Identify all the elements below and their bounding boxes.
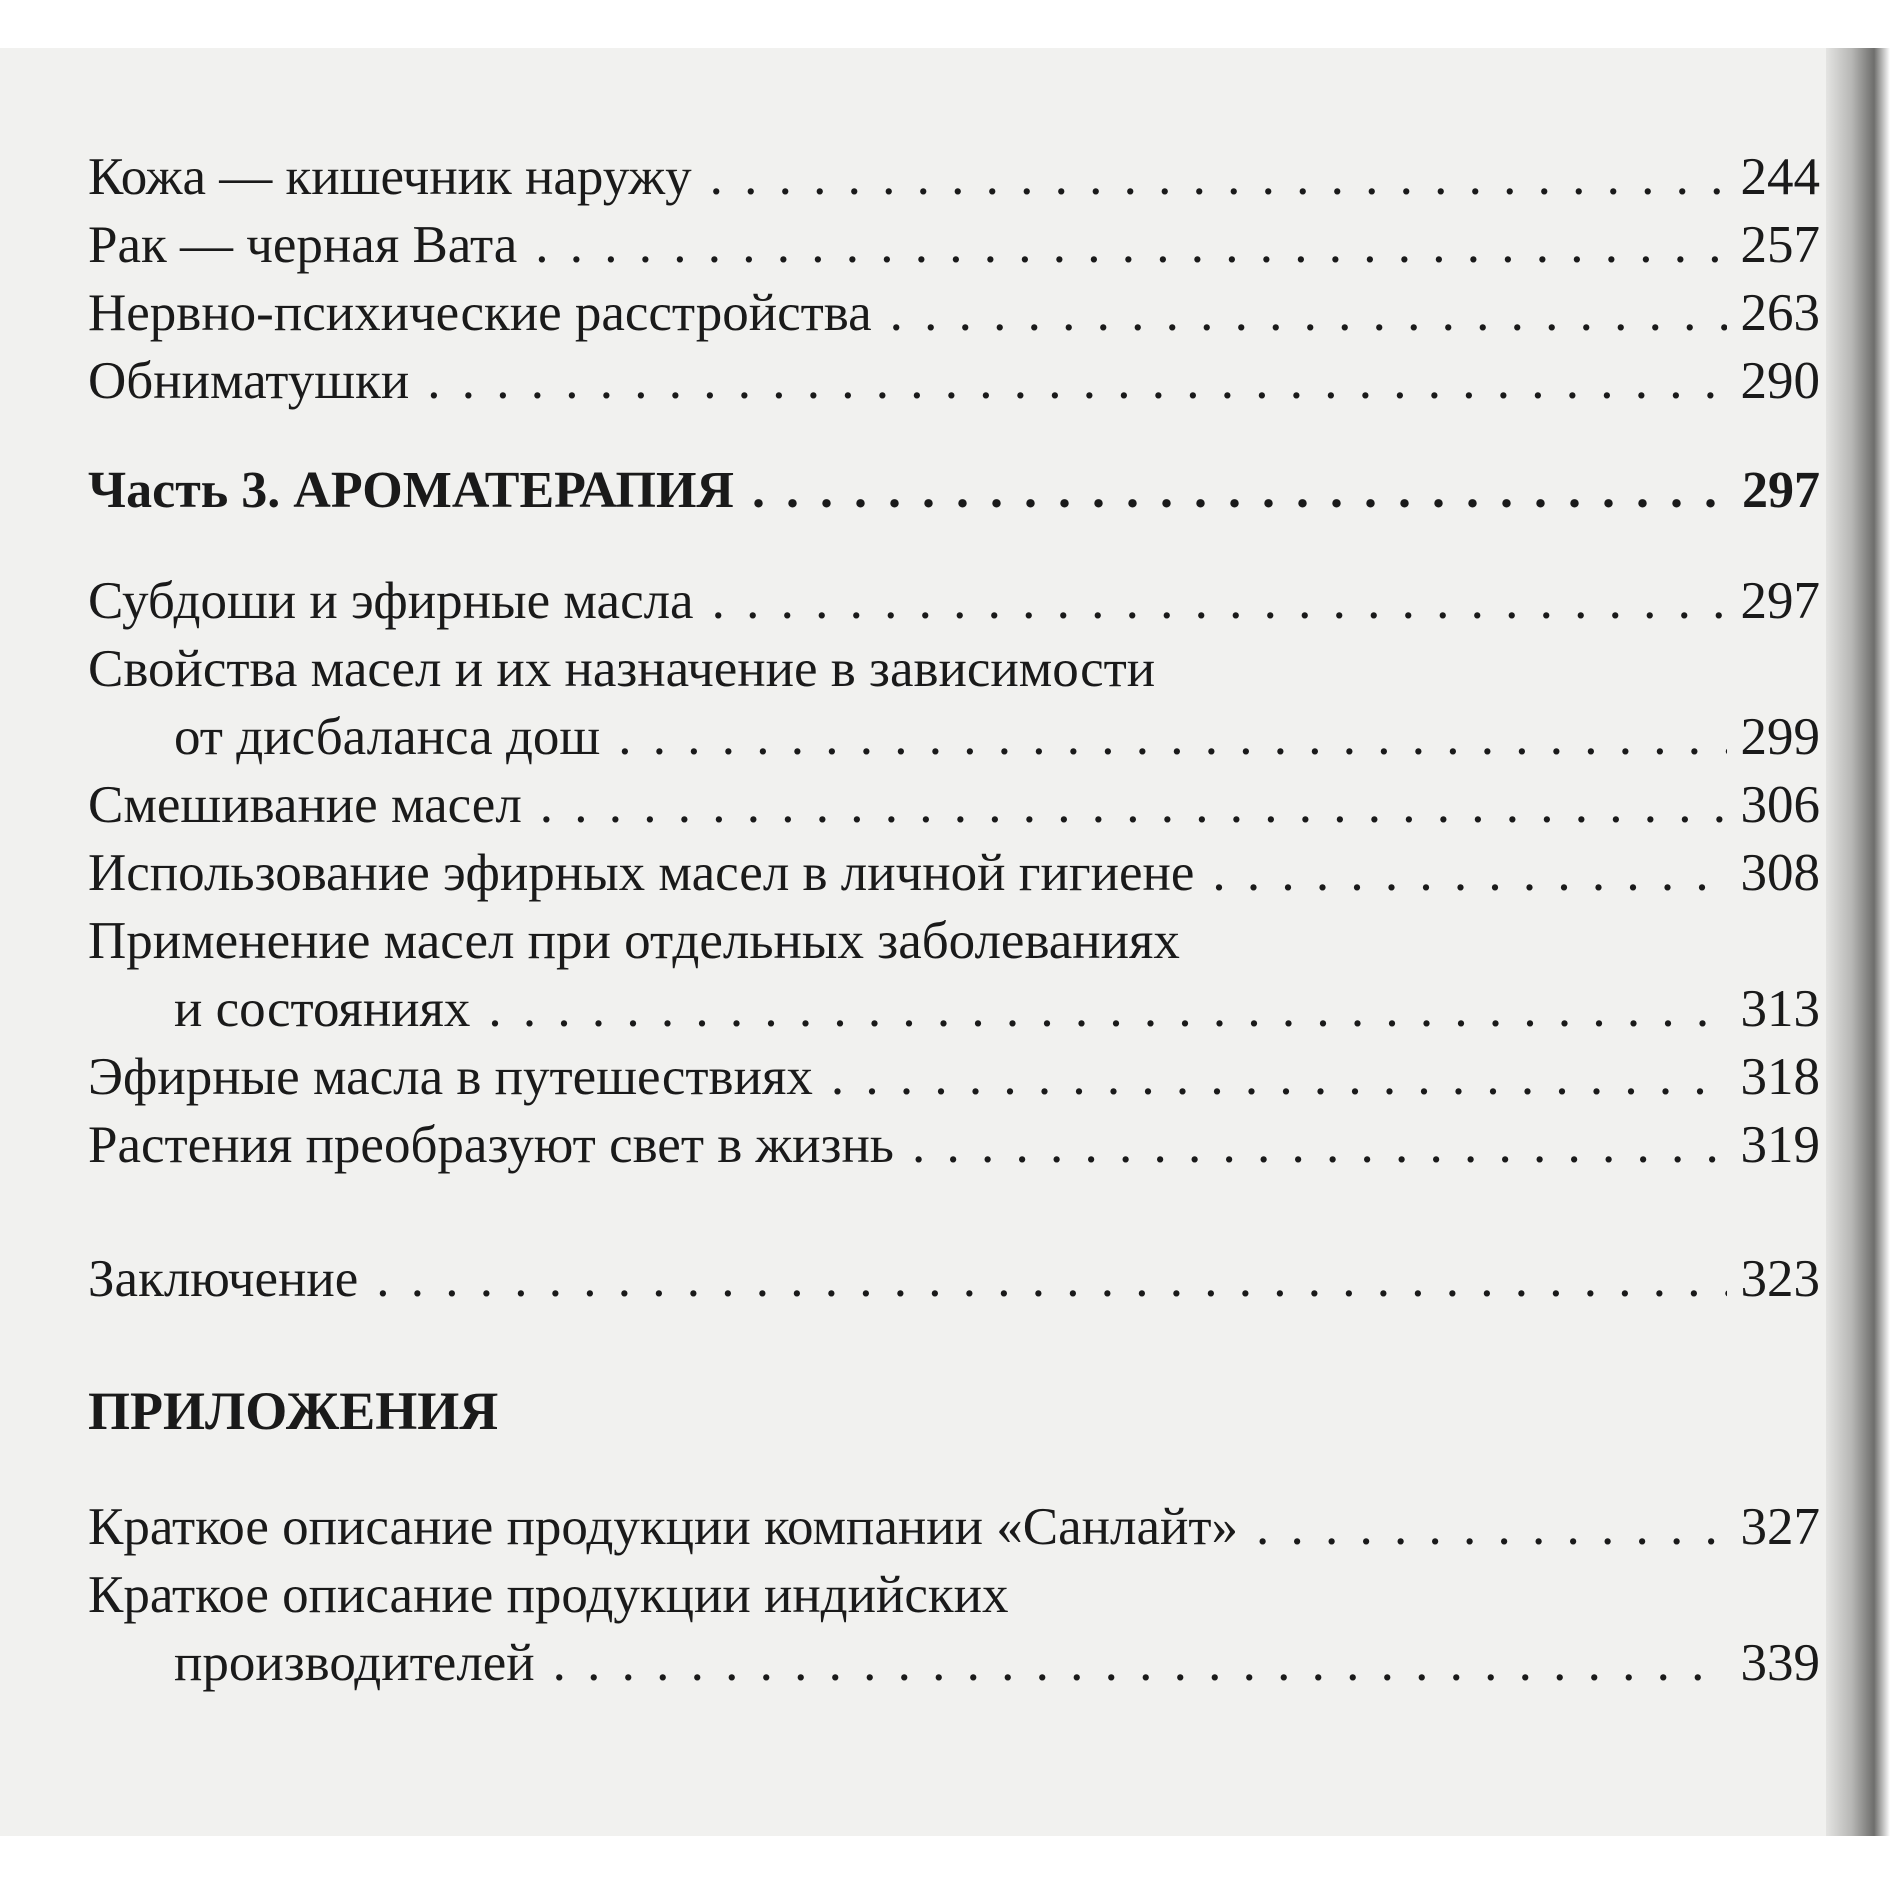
toc-entry-title: Обниматушки bbox=[88, 352, 410, 410]
toc-entry-page: 263 bbox=[1740, 284, 1820, 342]
book-page bbox=[0, 48, 1850, 1836]
dot-leader bbox=[912, 1112, 1727, 1178]
toc-entry-title: Использование эфирных масел в личной гигиене bbox=[88, 844, 1195, 902]
toc-entry bbox=[88, 772, 1820, 838]
part-page: 297 bbox=[1742, 462, 1820, 519]
dot-leader bbox=[427, 348, 1726, 414]
toc-entry-title: Заключение bbox=[88, 1250, 359, 1308]
toc-entry-title: Нервно-психические расстройства bbox=[88, 284, 872, 342]
toc-entry-title-line2: производителей bbox=[174, 1634, 535, 1692]
toc-entry-page: 244 bbox=[1740, 148, 1820, 206]
toc-entry-page: 319 bbox=[1740, 1116, 1820, 1174]
toc-entry-page: 299 bbox=[1740, 708, 1820, 766]
dot-leader bbox=[712, 568, 1727, 634]
toc-entry-page: 318 bbox=[1740, 1048, 1820, 1106]
toc-part-heading bbox=[88, 458, 1820, 524]
toc-entry-page: 297 bbox=[1740, 572, 1820, 630]
toc-entry-page: 327 bbox=[1740, 1498, 1820, 1556]
toc-entry-page: 306 bbox=[1740, 776, 1820, 834]
toc-entry bbox=[88, 1112, 1820, 1178]
toc-entry-page: 313 bbox=[1740, 980, 1820, 1038]
dot-leader bbox=[376, 1246, 1726, 1312]
toc-entry-page: 257 bbox=[1740, 216, 1820, 274]
dot-leader bbox=[535, 212, 1726, 278]
appendix-heading: ПРИЛОЖЕНИЯ bbox=[88, 1381, 499, 1441]
toc-entry-title-line1: Свойства масел и их назначение в зависимости bbox=[88, 640, 1156, 698]
part-title: Часть 3. АРОМАТЕРАПИЯ bbox=[88, 462, 734, 519]
toc-entry-title-line2: от дисбаланса дош bbox=[174, 708, 601, 766]
toc-entry-title: Растения преобразуют свет в жизнь bbox=[88, 1116, 894, 1174]
dot-leader bbox=[618, 704, 1726, 770]
toc-entry-page: 323 bbox=[1740, 1250, 1820, 1308]
toc-entry bbox=[88, 348, 1820, 414]
toc-entry-title: Рак — черная Вата bbox=[88, 216, 518, 274]
toc-entry bbox=[88, 280, 1820, 346]
toc-entry-page: 308 bbox=[1740, 844, 1820, 902]
toc-entry-title: Краткое описание продукции компании «Санлайт» bbox=[88, 1498, 1239, 1556]
toc-entry bbox=[88, 704, 1820, 770]
toc-entry bbox=[88, 212, 1820, 278]
dot-leader bbox=[831, 1044, 1727, 1110]
toc-entry-title-line1: Краткое описание продукции индийских bbox=[88, 1566, 1009, 1624]
toc-entry-page: 290 bbox=[1740, 352, 1820, 410]
toc-entry-title: Кожа — кишечник наружу bbox=[88, 148, 692, 206]
toc-entry bbox=[88, 1044, 1820, 1110]
toc-entry bbox=[88, 568, 1820, 634]
toc-entry-title-line1: Применение масел при отдельных заболеваниях bbox=[88, 912, 1180, 970]
dot-leader bbox=[540, 772, 1727, 838]
toc-entry bbox=[88, 1494, 1820, 1560]
toc-entry bbox=[88, 1246, 1820, 1312]
dot-leader bbox=[890, 280, 1727, 346]
toc-entry-page: 339 bbox=[1740, 1634, 1820, 1692]
toc-entry-title: Субдоши и эфирные масла bbox=[88, 572, 694, 630]
dot-leader bbox=[488, 976, 1726, 1042]
toc-entry-title-line2: и состояниях bbox=[174, 980, 471, 1038]
dot-leader bbox=[752, 458, 1728, 524]
toc-entry bbox=[88, 840, 1820, 906]
toc-entry bbox=[88, 144, 1820, 210]
page-binding-shadow bbox=[1826, 48, 1890, 1836]
toc-entry bbox=[88, 976, 1820, 1042]
toc-entry-title: Смешивание масел bbox=[88, 776, 522, 834]
dot-leader bbox=[553, 1630, 1727, 1696]
dot-leader bbox=[1212, 840, 1726, 906]
dot-leader bbox=[1256, 1494, 1726, 1560]
toc-entry bbox=[88, 1630, 1820, 1696]
toc-entry-title: Эфирные масла в путешествиях bbox=[88, 1048, 813, 1106]
dot-leader bbox=[710, 144, 1727, 210]
